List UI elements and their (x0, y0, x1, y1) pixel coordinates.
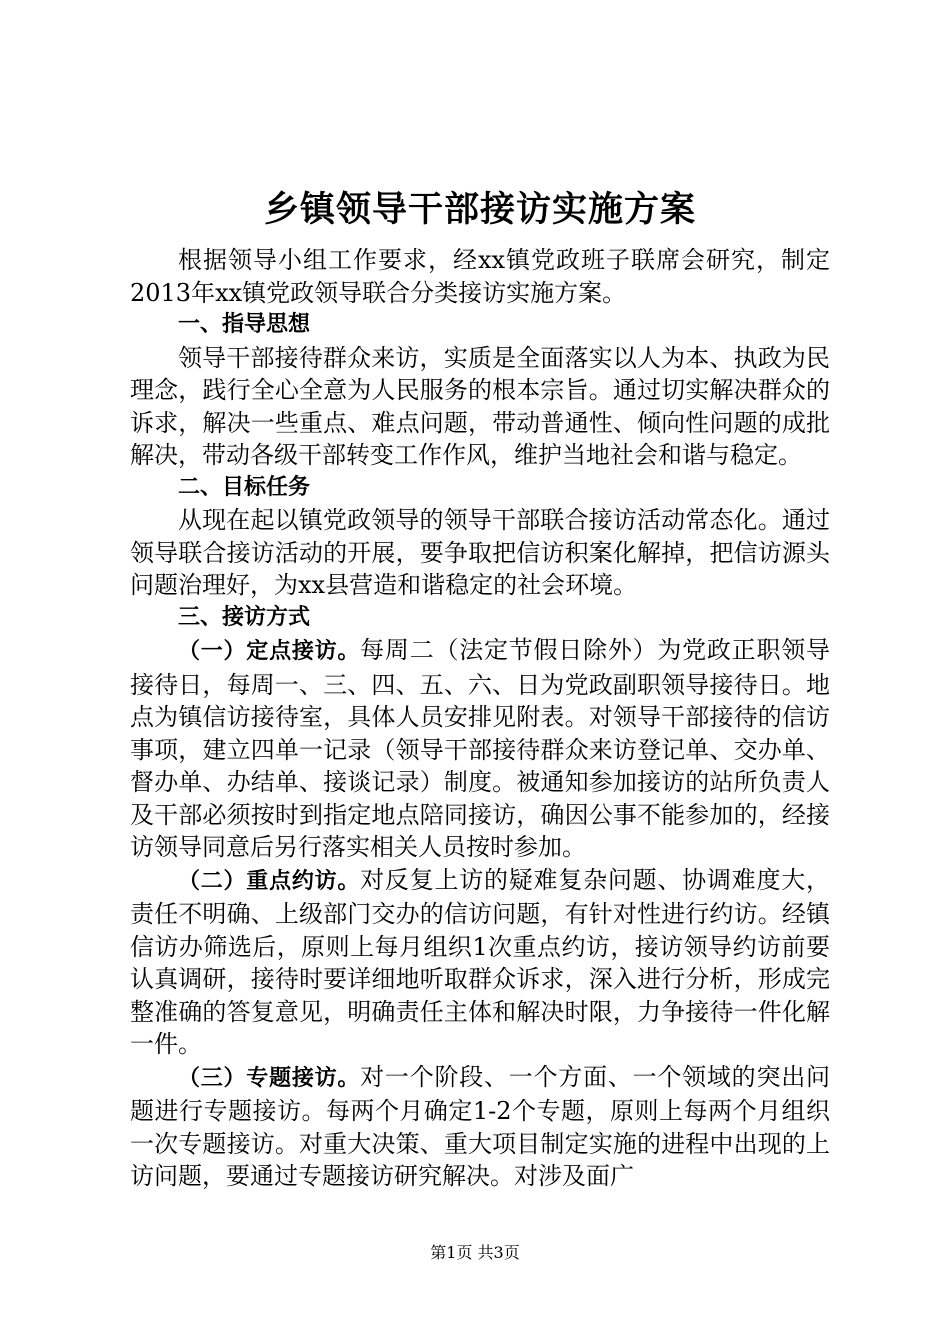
section-body-goals: 从现在起以镇党政领导的领导干部联合接访活动常态化。通过领导联合接访活动的开展，要争取把信访积案化解掉，把信访源头问题治理好，为xx县营造和谐稳定的社会环境。 (130, 506, 830, 599)
method-lead-fixed-point: （一）定点接访。 (178, 639, 361, 664)
method-body-key-appointment: 对反复上访的疑难复杂问题、协调难度大，责任不明确、上级部门交办的信访问题，有针对性进行约访。经镇信访办筛选后，原则上每月组织1次重点约访，接访领导约访前要认真调研，接待时要详细地听取群众诉求，深入进行分析，形成完整准确的答复意见，明确责任主体和解决时限，力争接待一件化解一件。 (130, 865, 830, 1058)
document-page (130, 180, 830, 1193)
section-heading-guiding-thought: 一、指导思想 (178, 312, 311, 337)
section-body-guiding-thought: 领导干部接待群众来访，实质是全面落实以人为本、执政为民理念，践行全心全意为人民服务的根本宗旨。通过切实解决群众的诉求，解决一些重点、难点问题，带动普通性、倾向性问题的成批解决，带动各级干部转变工作作风，维护当地社会和谐与稳定。 (130, 343, 830, 469)
document-title: 乡镇领导干部接访实施方案 (263, 189, 696, 230)
section-heading-methods: 三、接访方式 (178, 604, 311, 630)
method-lead-key-appointment: （二）重点约访。 (178, 868, 361, 894)
method-body-fixed-point: 每周二（法定节假日除外）为党政正职领导接待日，每周一、三、四、五、六、日为党政副职领导接待日。地点为镇信访接待室，具体人员安排见附表。对领导干部接待的信访事项，建立四单一记录（领导干部接待群众来访登记单、交办单、督办单、办结单、接谈记录）制度。被通知参加接访的站所负责人及干部必须按时到指定地点陪同接访，确因公事不能参加的，经接访领导同意后另行落实相关人员按时参加。 (130, 636, 830, 861)
method-lead-special-topic: （三）专题接访。 (178, 1065, 361, 1091)
method-item-fixed-point (130, 634, 830, 864)
method-body-special-topic: 对一个阶段、一个方面、一个领域的突出问题进行专题接访。每两个月确定1-2个专题，原则上每两个月组织一次专题接访。对重大决策、重大项目制定实施的进程中出现的上访问题，要通过专题接访研究解决。对涉及面广 (130, 1062, 830, 1190)
intro-paragraph: 根据领导小组工作要求，经xx镇党政班子联席会研究，制定2013年xx镇党政领导联合分类接访实施方案。 (130, 246, 830, 307)
section-heading-goals: 二、目标任务 (178, 474, 311, 500)
method-item-key-appointment (130, 864, 830, 1061)
method-item-special-topic (130, 1061, 830, 1193)
page-footer: 第1页 共3页 (430, 1243, 520, 1262)
